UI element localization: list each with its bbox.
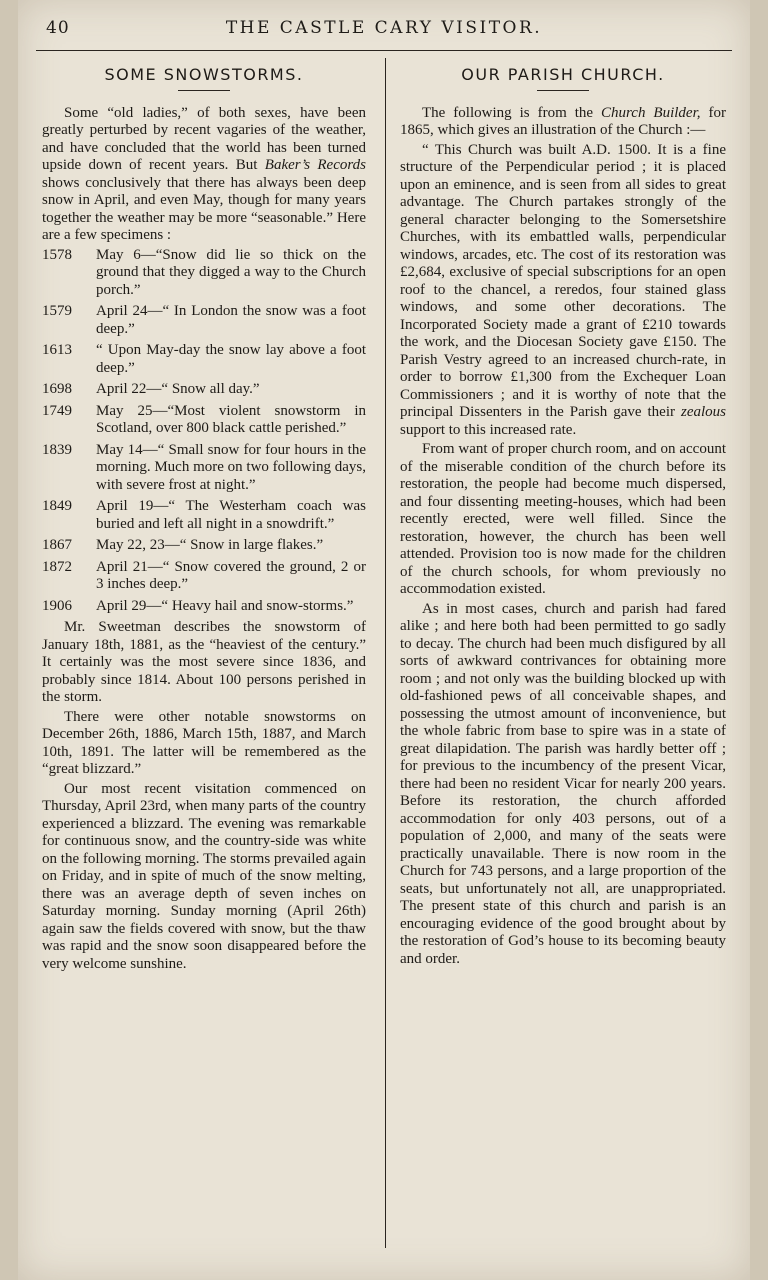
entry-year: 1906 <box>42 597 72 614</box>
recent-visitation-paragraph: Our most recent visitation commenced on Thursday, April 23rd, when many parts of the country experienced a blizzard. The evening was remarkable for continuous snow, and the country-side was white on the following morning. The storms prevailed again on Friday, and in spite of much of the snow melting, there was an average depth of seven inches on Saturday morning. Sunday morning (April 26th) again saw the fields covered with snow, but the thaw was rapid and the snow soon disappeared before the very welcome sunshine. <box>42 780 366 972</box>
entry-text: May 22, 23—“ Snow in large flakes.” <box>96 537 324 553</box>
entry-text: May 6—“Snow did lie so thick on the ground that they digged a way to the Church porch.” <box>96 246 366 298</box>
column-divider <box>385 58 386 1248</box>
church-intro: The following is from the Church Builder, for 1865, which gives an illustration of the Church :— <box>400 104 726 138</box>
snowstorm-entry <box>42 342 366 377</box>
running-title: THE CASTLE CARY VISITOR. <box>225 18 543 38</box>
snowstorm-list <box>42 247 366 616</box>
entry-text: “ Upon May-day the snow lay above a foot deep.” <box>96 342 366 376</box>
entry-text: April 29—“ Heavy hail and snow-storms.” <box>96 597 354 614</box>
snowstorm-entry <box>42 381 366 399</box>
entry-year: 1749 <box>42 402 72 419</box>
church-room-paragraph: From want of proper church room, and on account of the miserable condition of the church before its restoration, the people had become much dispersed, and four dissenting meeting-houses, which had been recently erected, were well filled. Since the restoration, however, the church has been well attended. Provision too is now made for the children of the church schools, for whom previously no accommodation existed. <box>400 441 726 597</box>
parish-church-column <box>400 62 726 970</box>
page-number: 40 <box>46 18 70 38</box>
entry-text: April 24—“ In London the snow was a foot deep.” <box>96 303 366 337</box>
snowstorm-entry <box>42 559 366 594</box>
entry-text: May 25—“Most violent snowstorm in Scotland, over 800 black cattle perished.” <box>96 402 366 436</box>
entry-year: 1867 <box>42 537 72 553</box>
snowstorms-heading: SOME SNOWSTORMS. <box>104 65 304 84</box>
notable-snowstorms-paragraph: There were other notable snowstorms on December 26th, 1886, March 15th, 1887, and March 10th, 1891. The latter will be remembered as the “great blizzard.” <box>42 708 366 777</box>
entry-text: April 22—“ Snow all day.” <box>96 381 260 397</box>
snowstorms-intro: Some “old ladies,” of both sexes, have been greatly perturbed by recent vagaries of the weather, and have concluded that the world has been turned upside down of recent years. But Baker’s Records shows conclusively that there has always been deep snow in April, and even May, though for many years together the weather may be more “seasonable.” Here are a few specimens : <box>42 104 366 243</box>
entry-text: May 14—“ Small snow for four hours in the morning. Much more on two following days, with severe frost at night.” <box>96 441 366 493</box>
header-rule <box>36 50 732 51</box>
entry-year: 1872 <box>42 558 72 575</box>
entry-text: April 19—“ The Westerham coach was buried and left all night in a snowdrift.” <box>96 498 366 532</box>
snowstorm-entry <box>42 537 366 555</box>
entry-text: April 21—“ Snow covered the ground, 2 or 3 inches deep.” <box>96 558 366 592</box>
entry-year: 1578 <box>42 246 72 263</box>
snowstorm-entry <box>42 598 366 616</box>
entry-year: 1698 <box>42 381 72 397</box>
page-header <box>36 14 732 44</box>
sweetman-paragraph: Mr. Sweetman describes the snowstorm of January 18th, 1881, as the “heaviest of the century.” It certainly was the most severe since 1836, and probably since 1814. About 100 persons perished in the storm. <box>42 619 366 705</box>
snowstorm-entry <box>42 247 366 300</box>
parish-church-heading: OUR PARISH CHURCH. <box>461 65 665 84</box>
snowstorm-entry <box>42 303 366 338</box>
church-builder-quote: “ This Church was built A.D. 1500. It is a fine structure of the Perpendicular period ; it is placed upon an eminence, and is seen from all sides to great advantage. The Church partakes strongly of the general character belonging to the Somersetshire Churches, with its embattled walls, perpendicular windows, arcades, etc. The cost of its restoration was £2,684, exclusive of special subscriptions for an open roof to the chancel, a reredos, four stained glass windows, and some other decorations. The Incorporated Society made a grant of £210 towards the work, and the Diocesan Society gave £150. The Parish Vestry agreed to an increased church-rate, in order to borrow £1,300 from the Exchequer Loan Commissioners ; and it is worthy of note that the principal Dissenters in the Parish gave their zealous support to this increased rate. <box>400 141 726 438</box>
entry-year: 1839 <box>42 441 72 458</box>
heading-rule <box>178 90 230 91</box>
book-page <box>18 0 750 1280</box>
snowstorm-entry <box>42 403 366 438</box>
heading-rule <box>537 90 589 91</box>
entry-year: 1613 <box>42 342 72 358</box>
entry-year: 1849 <box>42 498 72 514</box>
church-parish-paragraph: As in most cases, church and parish had fared alike ; and here both had been permitted to go sadly to decay. The church had been much disfigured by all sorts of awkward contrivances for obtaining more room ; and not only was the building blocked up with old-fashioned pews of all conceivable shapes, and possessing the utmost amount of inconvenience, but the whole fabric from base to spire was in a state of great dilapidation. The parish was hardly better off ; for previous to the incumbency of the present Vicar, there had been no resident Vicar for nearly 200 years. Before its restoration, the church afforded accommodation for only 403 persons, out of a population of 2,000, and many of the seats were practically unavailable. There is now room in the Church for 743 persons, and a large proportion of the seats, but unfortunately not all, are unappropriated. The present state of this church and parish is an encouraging evidence of the good brought about by the restoration of God’s house to its becoming beauty and order. <box>400 600 726 967</box>
snowstorm-entry <box>42 498 366 533</box>
entry-year: 1579 <box>42 303 72 319</box>
snowstorms-column <box>42 62 366 975</box>
snowstorm-entry <box>42 442 366 495</box>
